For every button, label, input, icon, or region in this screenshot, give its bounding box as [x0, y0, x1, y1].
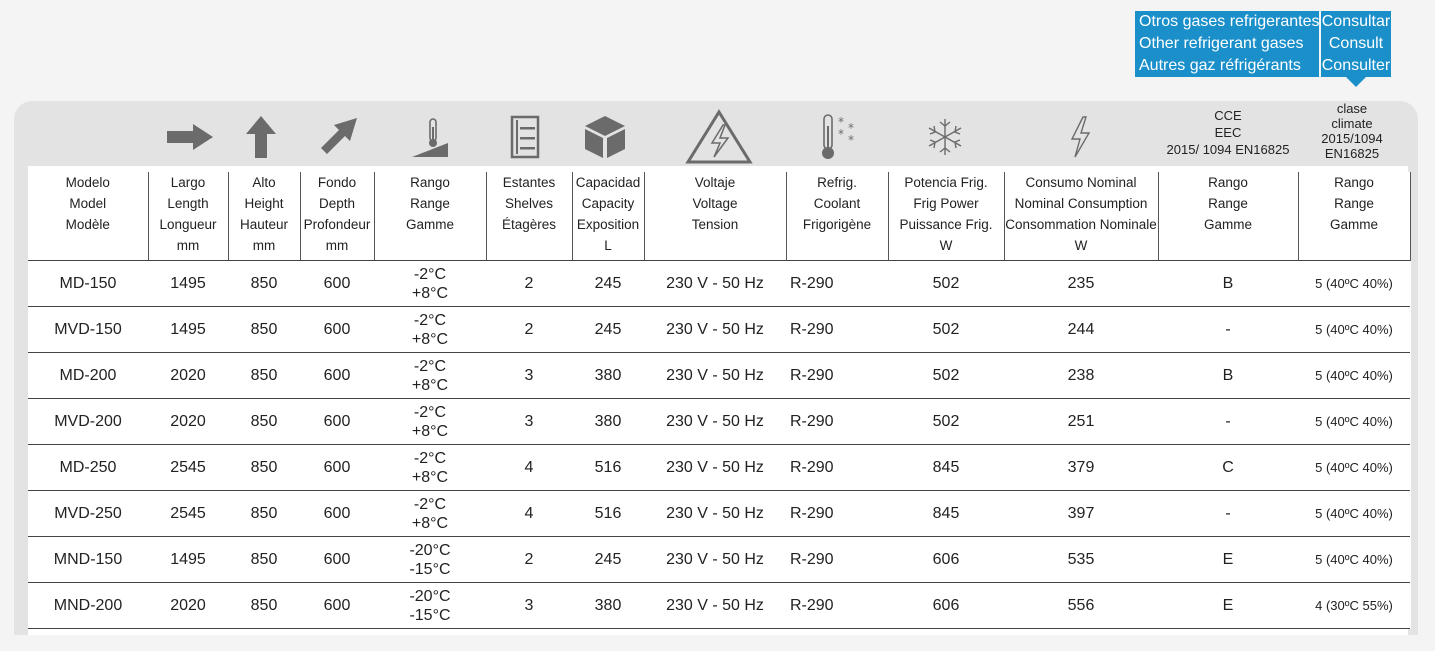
header-line: Consommation Nominale — [1005, 217, 1157, 232]
shelves-cell: 3 — [486, 399, 572, 445]
eec-header — [1151, 107, 1305, 158]
model-cell: MD-250 — [28, 445, 148, 491]
range-line: -2°C — [413, 495, 447, 513]
voltage-cell: 230 V - 50 Hz — [644, 445, 786, 491]
power-header — [888, 172, 1004, 261]
height-cell: 850 — [228, 537, 300, 583]
range-line: -20°C — [409, 541, 451, 559]
coolant-header — [786, 172, 888, 261]
header-line: Exposition — [576, 217, 640, 232]
power-cell: 502 — [888, 353, 1004, 399]
range-line: -2°C — [413, 449, 447, 467]
range-cell — [374, 445, 486, 491]
range-line: +8°C — [411, 422, 449, 440]
consumption-cell: 379 — [1004, 445, 1158, 491]
table-row — [28, 537, 1410, 583]
depth-cell: 600 — [300, 353, 374, 399]
consumption-cell: 556 — [1004, 583, 1158, 629]
range-cell — [374, 307, 486, 353]
table-row — [28, 353, 1410, 399]
length-cell: 1495 — [148, 261, 228, 307]
header-line: W — [939, 238, 953, 253]
banner-line: Autres gaz réfrigérants — [1139, 57, 1301, 74]
header-line: Coolant — [813, 196, 861, 211]
header-line: Largo — [170, 175, 206, 190]
climate-range-header — [1298, 172, 1410, 261]
length-cell: 2020 — [148, 583, 228, 629]
capacity-header — [572, 172, 644, 261]
other-gases-banner — [1135, 11, 1319, 77]
shelves-cell: 3 — [486, 353, 572, 399]
eec-line: CCE — [1214, 108, 1242, 123]
header-line: Gamme — [1329, 217, 1378, 232]
shelves-cell: 3 — [486, 583, 572, 629]
range-line: -2°C — [413, 265, 447, 283]
model-cell: MD-150 — [28, 261, 148, 307]
height-header — [228, 172, 300, 261]
header-line: Voltaje — [694, 175, 736, 190]
table-body — [28, 261, 1410, 629]
voltage-cell: 230 V - 50 Hz — [644, 261, 786, 307]
capacity-cell: 380 — [572, 353, 644, 399]
coolant-cell: R-290 — [786, 445, 888, 491]
climate-class-cell: 5 (40ºC 40%) — [1298, 353, 1410, 399]
range-line: +8°C — [411, 514, 449, 532]
voltage-cell: 230 V - 50 Hz — [644, 491, 786, 537]
header-line: Alto — [252, 175, 276, 190]
coolant-thermometer-icon — [814, 107, 864, 167]
eec-class-cell: - — [1158, 307, 1298, 353]
header-line: Shelves — [504, 196, 554, 211]
header-line: Rango — [410, 175, 450, 190]
consumption-cell: 535 — [1004, 537, 1158, 583]
depth-header — [300, 172, 374, 261]
consumption-cell: 397 — [1004, 491, 1158, 537]
voltage-cell: 230 V - 50 Hz — [644, 307, 786, 353]
model-cell: MND-150 — [28, 537, 148, 583]
capacity-cell: 516 — [572, 445, 644, 491]
range-line: +8°C — [411, 468, 449, 486]
model-cell: MND-200 — [28, 583, 148, 629]
header-line: Capacity — [581, 196, 635, 211]
range-line: +8°C — [411, 284, 449, 302]
eec-class-cell: E — [1158, 583, 1298, 629]
consumption-cell: 251 — [1004, 399, 1158, 445]
consumption-header — [1004, 172, 1158, 261]
svg-text:*: * — [848, 121, 854, 135]
svg-text:*: * — [848, 133, 854, 147]
climate-class-cell: 5 (40ºC 40%) — [1298, 445, 1410, 491]
shelves-cell: 4 — [486, 445, 572, 491]
temperature-range-icon — [402, 107, 458, 167]
range-cell — [374, 491, 486, 537]
voltage-header — [644, 172, 786, 261]
height-cell: 850 — [228, 583, 300, 629]
climate-class-cell: 5 (40ºC 40%) — [1298, 399, 1410, 445]
range-cell — [374, 353, 486, 399]
header-line: Range — [1334, 196, 1374, 211]
svg-text:*: * — [838, 127, 844, 141]
consumption-cell: 235 — [1004, 261, 1158, 307]
shelves-cell: 2 — [486, 261, 572, 307]
header-line: Frigorigène — [802, 217, 872, 232]
header-line: L — [604, 238, 612, 253]
length-cell: 2545 — [148, 445, 228, 491]
header-line: mm — [252, 238, 276, 253]
consumption-cell: 244 — [1004, 307, 1158, 353]
header-line: Height — [244, 196, 284, 211]
voltage-warning-icon — [682, 107, 756, 167]
height-cell: 850 — [228, 353, 300, 399]
capacity-cell: 380 — [572, 399, 644, 445]
climate-class-cell: 4 (30ºC 55%) — [1298, 583, 1410, 629]
length-header — [148, 172, 228, 261]
range-line: -2°C — [413, 403, 447, 421]
capacity-cube-icon — [578, 107, 632, 167]
header-line: Potencia Frig. — [904, 175, 988, 190]
capacity-cell: 380 — [572, 583, 644, 629]
depth-cell: 600 — [300, 307, 374, 353]
header-line: Modèle — [65, 217, 110, 232]
range-cell — [374, 261, 486, 307]
eec-class-cell: B — [1158, 353, 1298, 399]
voltage-cell: 230 V - 50 Hz — [644, 537, 786, 583]
coolant-cell: R-290 — [786, 399, 888, 445]
header-line: Range — [1208, 196, 1248, 211]
header-line: W — [1074, 238, 1088, 253]
range-cell — [374, 583, 486, 629]
length-cell: 2020 — [148, 399, 228, 445]
shelves-cell: 4 — [486, 491, 572, 537]
climate-line: EN16825 — [1324, 146, 1380, 161]
model-header — [28, 172, 148, 261]
header-line: Hauteur — [239, 217, 289, 232]
model-cell: MD-200 — [28, 353, 148, 399]
header-line: Range — [410, 196, 450, 211]
model-cell: MVD-200 — [28, 399, 148, 445]
eec-line: 2015/ 1094 EN16825 — [1166, 142, 1290, 157]
header-line: Gamme — [1203, 217, 1252, 232]
height-cell: 850 — [228, 491, 300, 537]
consumption-bolt-icon — [1060, 107, 1100, 167]
power-cell: 502 — [888, 261, 1004, 307]
header-line: Étagères — [501, 217, 557, 232]
model-cell: MVD-250 — [28, 491, 148, 537]
eec-class-cell: - — [1158, 399, 1298, 445]
header-line: Modelo — [65, 175, 110, 190]
table-row — [28, 491, 1410, 537]
depth-cell: 600 — [300, 583, 374, 629]
header-line: Length — [167, 196, 209, 211]
capacity-cell: 245 — [572, 537, 644, 583]
range-cell — [374, 537, 486, 583]
height-cell: 850 — [228, 399, 300, 445]
capacity-cell: 245 — [572, 261, 644, 307]
height-cell: 850 — [228, 307, 300, 353]
climate-class-header — [1299, 101, 1405, 161]
range-line: -15°C — [409, 560, 451, 578]
depth-cell: 600 — [300, 491, 374, 537]
banner-line: Consulter — [1321, 57, 1391, 74]
table-row — [28, 307, 1410, 353]
height-cell: 850 — [228, 261, 300, 307]
panel-side-left — [14, 166, 28, 635]
length-cell: 2545 — [148, 491, 228, 537]
table-row — [28, 399, 1410, 445]
range-header — [374, 172, 486, 261]
table-row — [28, 583, 1410, 629]
header-line: Capacidad — [575, 175, 641, 190]
climate-line: climate — [1331, 116, 1373, 131]
range-line: -15°C — [409, 606, 451, 624]
depth-cell: 600 — [300, 445, 374, 491]
length-cell: 1495 — [148, 307, 228, 353]
header-line: Fondo — [317, 175, 357, 190]
consult-banner — [1321, 11, 1391, 77]
coolant-cell: R-290 — [786, 261, 888, 307]
range-line: -2°C — [413, 311, 447, 329]
climate-line: clase — [1336, 101, 1368, 116]
spec-table — [28, 172, 1411, 629]
range-line: +8°C — [411, 376, 449, 394]
header-line: Nominal Consumption — [1014, 196, 1148, 211]
coolant-cell: R-290 — [786, 537, 888, 583]
range-line: +8°C — [411, 330, 449, 348]
depth-cell: 600 — [300, 261, 374, 307]
header-line: Longueur — [159, 217, 217, 232]
power-cell: 606 — [888, 583, 1004, 629]
header-line: Profondeur — [303, 217, 371, 232]
length-arrow-icon — [160, 107, 220, 167]
power-cell: 502 — [888, 399, 1004, 445]
coolant-cell: R-290 — [786, 307, 888, 353]
climate-class-cell: 5 (40ºC 40%) — [1298, 261, 1410, 307]
range-cell — [374, 399, 486, 445]
power-cell: 845 — [888, 491, 1004, 537]
climate-line: 2015/1094 — [1321, 131, 1383, 146]
shelves-cell: 2 — [486, 307, 572, 353]
voltage-cell: 230 V - 50 Hz — [644, 353, 786, 399]
range-line: -20°C — [409, 587, 451, 605]
height-cell: 850 — [228, 445, 300, 491]
header-line: Model — [69, 196, 107, 211]
voltage-cell: 230 V - 50 Hz — [644, 583, 786, 629]
range-line: -2°C — [413, 357, 447, 375]
coolant-cell: R-290 — [786, 353, 888, 399]
header-line: Consumo Nominal — [1025, 175, 1137, 190]
power-cell: 845 — [888, 445, 1004, 491]
header-line: Rango — [1208, 175, 1248, 190]
climate-class-cell: 5 (40ºC 40%) — [1298, 491, 1410, 537]
shelves-icon — [502, 107, 548, 167]
header-line: Voltage — [692, 196, 738, 211]
banner-line: Consult — [1328, 35, 1384, 52]
header-line: mm — [176, 238, 200, 253]
length-cell: 2020 — [148, 353, 228, 399]
header-line: Tension — [691, 217, 739, 232]
header-row — [28, 172, 1410, 261]
header-line: Rango — [1334, 175, 1374, 190]
coolant-cell: R-290 — [786, 491, 888, 537]
eec-line: EEC — [1214, 125, 1242, 140]
consumption-cell: 238 — [1004, 353, 1158, 399]
eec-class-cell: B — [1158, 261, 1298, 307]
power-cell: 502 — [888, 307, 1004, 353]
header-line: Frig Power — [913, 196, 979, 211]
climate-class-cell: 5 (40ºC 40%) — [1298, 307, 1410, 353]
climate-class-cell: 5 (40ºC 40%) — [1298, 537, 1410, 583]
power-cell: 606 — [888, 537, 1004, 583]
shelves-header — [486, 172, 572, 261]
height-arrow-icon — [236, 107, 286, 167]
banner-line: Other refrigerant gases — [1139, 35, 1304, 52]
capacity-cell: 516 — [572, 491, 644, 537]
header-line: Depth — [318, 196, 356, 211]
banner-line: Otros gases refrigerantes — [1139, 13, 1320, 30]
svg-text:*: * — [838, 115, 844, 129]
model-cell: MVD-150 — [28, 307, 148, 353]
header-line: Gamme — [405, 217, 454, 232]
coolant-cell: R-290 — [786, 583, 888, 629]
eec-class-cell: - — [1158, 491, 1298, 537]
depth-cell: 600 — [300, 399, 374, 445]
header-line: Estantes — [502, 175, 556, 190]
eec-range-header — [1158, 172, 1298, 261]
table-row — [28, 261, 1410, 307]
banner-line: Consultar — [1321, 13, 1391, 30]
capacity-cell: 245 — [572, 307, 644, 353]
table-row — [28, 445, 1410, 491]
depth-arrow-icon — [312, 107, 364, 167]
eec-class-cell: E — [1158, 537, 1298, 583]
header-line: Puissance Frig. — [899, 217, 993, 232]
voltage-cell: 230 V - 50 Hz — [644, 399, 786, 445]
eec-class-cell: C — [1158, 445, 1298, 491]
depth-cell: 600 — [300, 537, 374, 583]
shelves-cell: 2 — [486, 537, 572, 583]
header-line: Refrig. — [817, 175, 857, 190]
snowflake-icon — [920, 107, 970, 167]
header-line: mm — [325, 238, 349, 253]
length-cell: 1495 — [148, 537, 228, 583]
